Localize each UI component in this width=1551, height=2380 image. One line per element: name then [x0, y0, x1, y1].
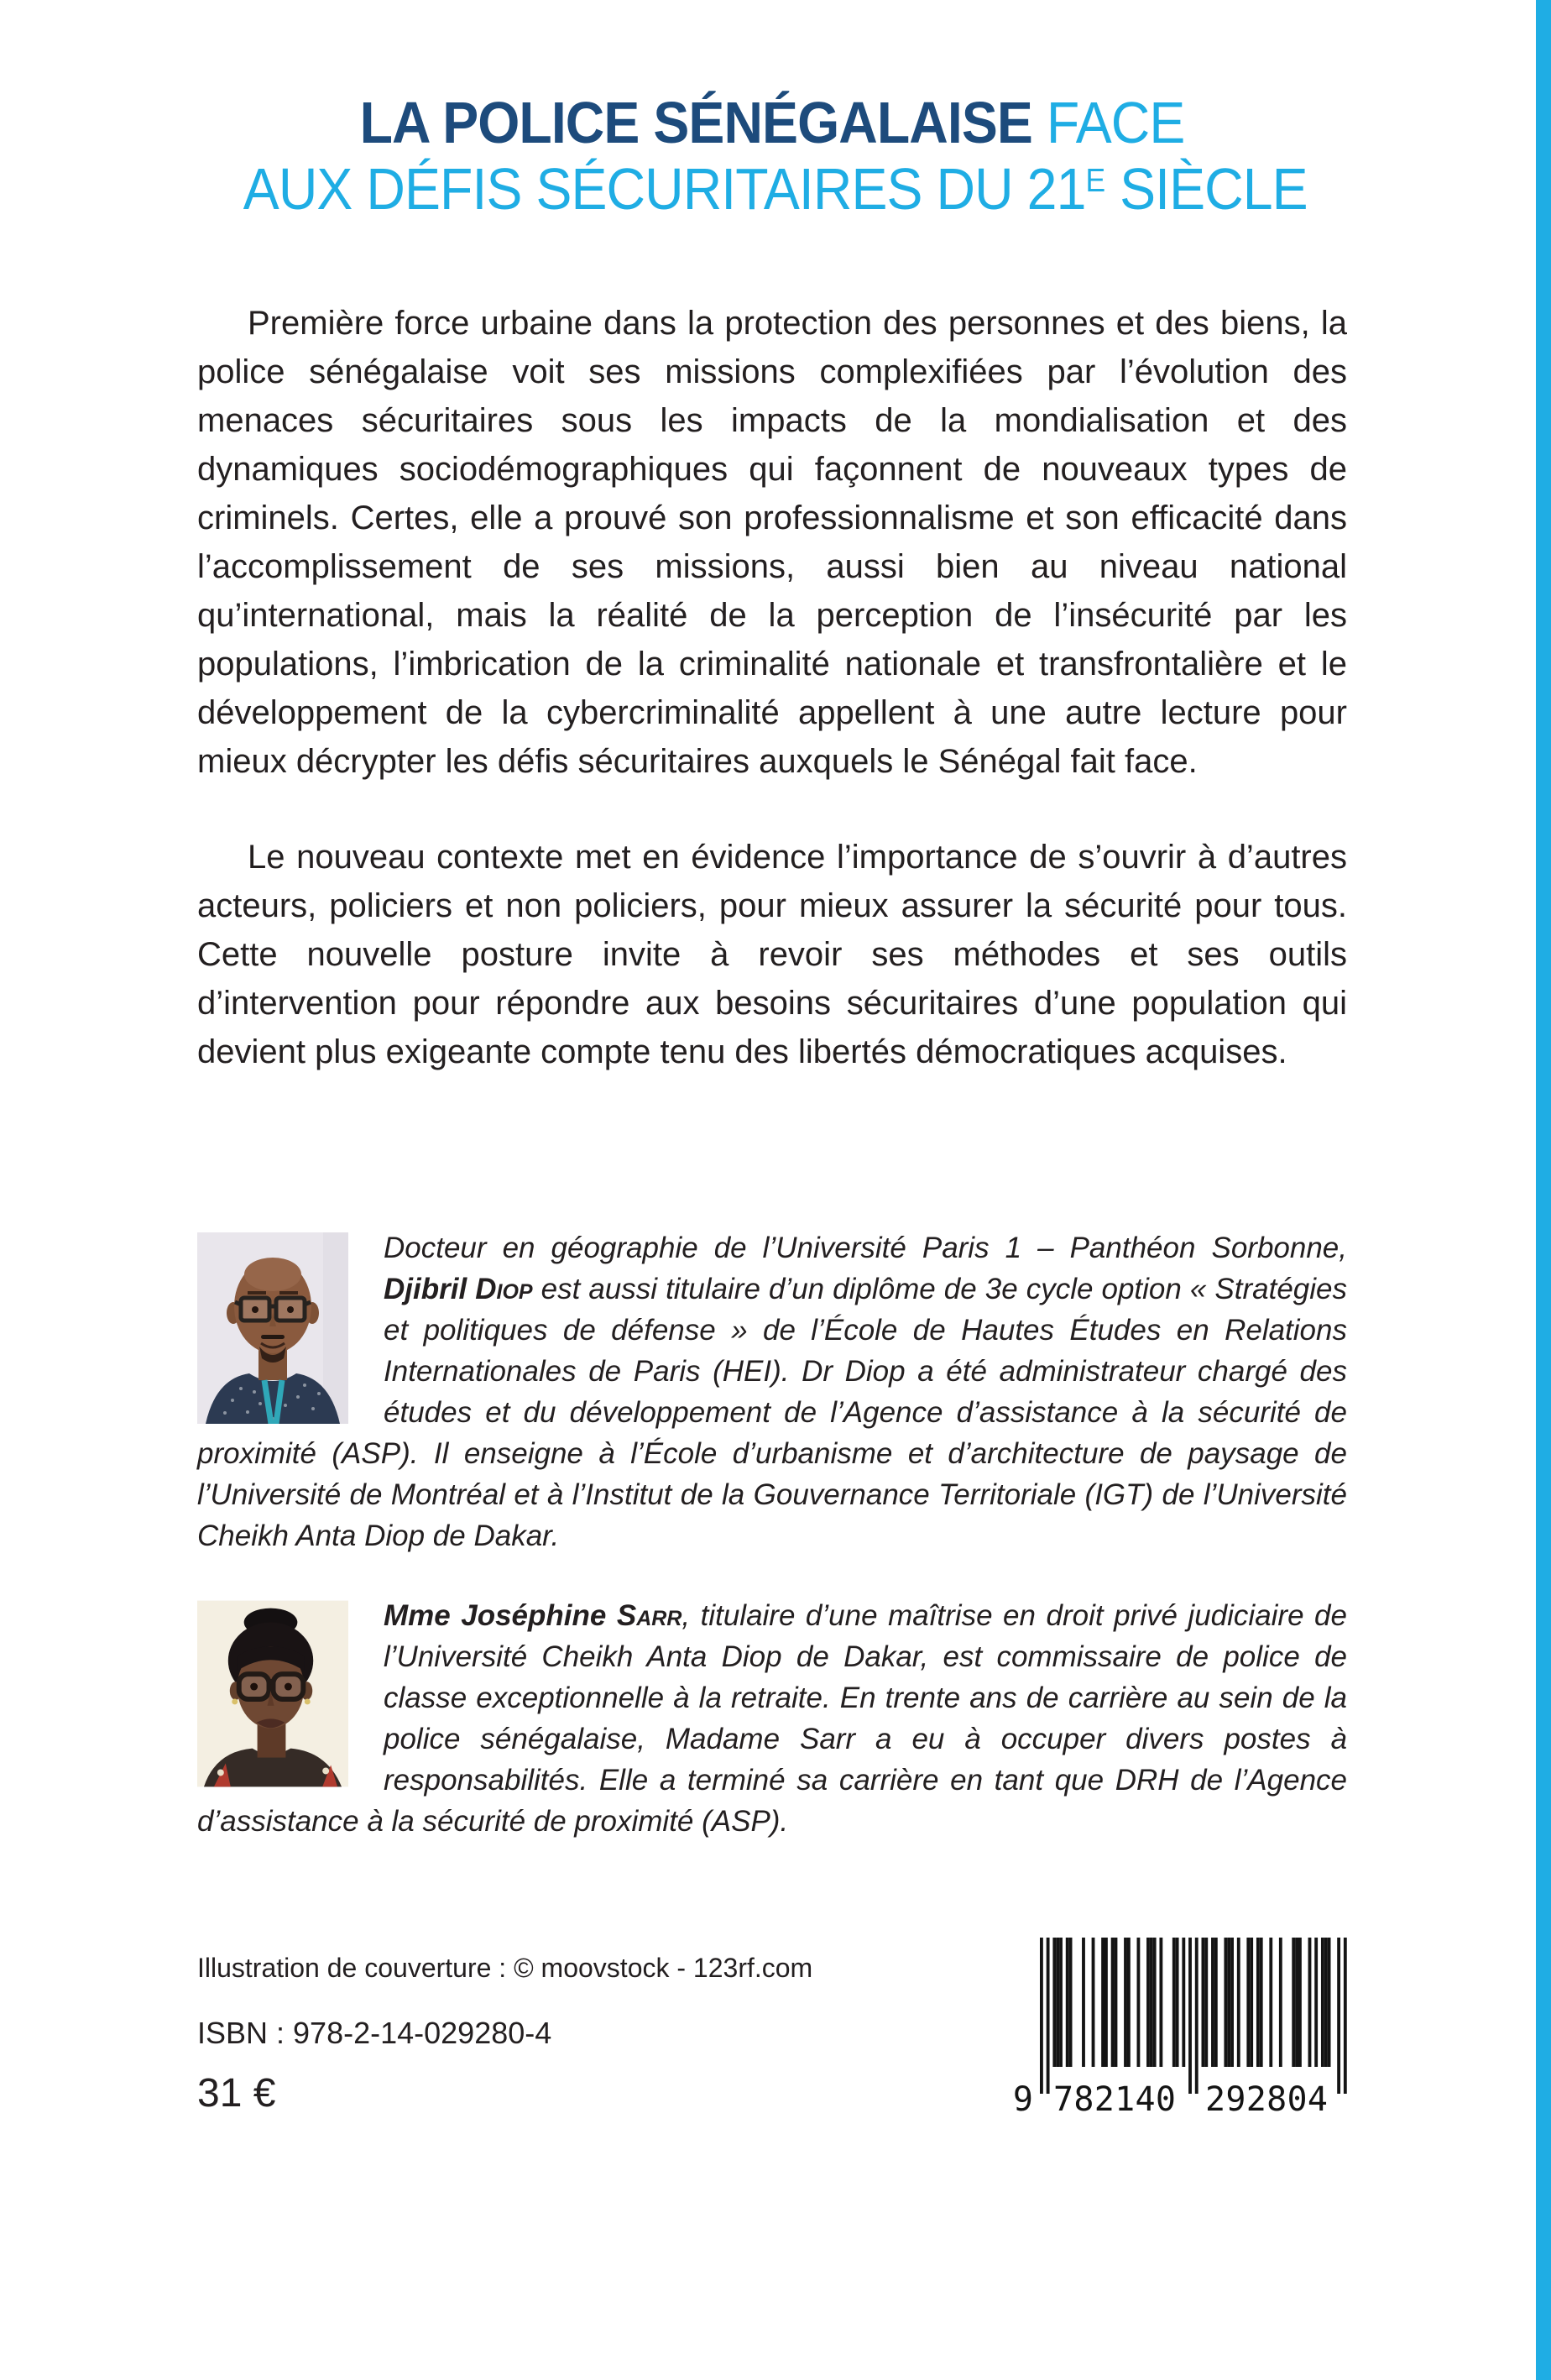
title-main: LA POLICE SÉNÉGALAISE	[359, 90, 1032, 155]
cyan-edge-stripe	[1536, 0, 1551, 2380]
synopsis-paragraph-2: Le nouveau contexte met en évidence l’importance de s’ouvrir à d’autres acteurs, policiers et non policiers, pour mieux assurer la sécurité pour tous. Cette nouvelle posture invite à revoir ses méthodes et ses outils d’intervention pour répondre aux besoins sécuritaires d’une population qui devient plus exigeante compte tenu des libertés démocratiques acquises.	[197, 839, 1347, 1071]
authors-section	[197, 1227, 1347, 1842]
author-bio-2	[197, 1595, 1347, 1842]
author-name-2: Mme Joséphine Sarr	[384, 1599, 682, 1633]
title-line-1	[243, 90, 1301, 155]
content-column	[197, 0, 1347, 2120]
author-name-1: Djibril Diop	[384, 1273, 533, 1306]
title-accent: FACE	[1031, 90, 1185, 155]
barcode-graphic	[1011, 1938, 1347, 2120]
man-portrait-illustration	[197, 1232, 348, 1424]
barcode-digits-group-1: 782140	[1053, 2080, 1176, 2120]
isbn-number: ISBN : 978-2-14-029280-4	[197, 2016, 552, 2051]
bio-1-text: Docteur en géographie de l’Université Paris 1 – Panthéon Sorbonne, Djibril Diop est aussi titulaire d’un diplôme de 3e cycle option « Stratégies et politiques de défense » de l’École de Hautes Études en Relations Internationales de Paris (HEI). Dr Diop a été administrateur chargé des études et du développement de l’Agence d’assistance à la sécurité de proximité (ASP). Il enseigne à l’École d’urbanisme et d’architecture de paysage de l’Université de Montréal et à l’Institut de la Gouvernance Territoriale (IGT) de l’Université Cheikh Anta Diop de Dakar.	[197, 1232, 1347, 1553]
woman-portrait-illustration	[197, 1600, 348, 1787]
author-bio-1	[197, 1227, 1347, 1556]
author-photo-2	[197, 1600, 348, 1787]
footer-section	[197, 1951, 1347, 2120]
title-line-2: AUX DÉFIS SÉCURITAIRES DU $21^E$ SIÈCLE	[243, 156, 1308, 222]
price: 31 €	[197, 2071, 276, 2116]
bio-2-text: Mme Joséphine Sarr, titulaire d’une maîtrise en droit privé judiciaire de l’Université Cheikh Anta Diop de Dakar, est commissaire de police de classe exceptionnelle à la retraite. En trente ans de carrière au sein de la police sénégalaise, Madame Sarr a eu à occuper divers postes à responsabilités. Elle a terminé sa carrière en tant que DRH de l’Agence d’assistance à la sécurité de proximité (ASP).	[197, 1599, 1347, 1839]
page-title	[243, 90, 1308, 222]
synopsis-paragraph-1: Première force urbaine dans la protection des personnes et des biens, la police sénégalaise voit ses missions complexifiées par l’évolution des menaces sécuritaires sous les impacts de la mondialisation et des dynamiques sociodémographiques qui façonnent de nouveaux types de criminels. Certes, elle a prouvé son professionnalisme et son efficacité dans l’accomplissement de ses missions, aussi bien au niveau national qu’international, mais la réalité de la perception de l’insécurité par les populations, l’imbrication de la criminalité nationale et transfrontalière et le développement de la cybercriminalité appellent à une autre lecture pour mieux décrypter les défis sécuritaires auxquels le Sénégal fait face.	[197, 305, 1347, 781]
barcode-bars	[1040, 1938, 1347, 2094]
author-photo-1	[197, 1232, 348, 1424]
title-superscript: E	[1085, 163, 1106, 199]
barcode-digit-left: 9	[1012, 2080, 1033, 2120]
ean-barcode	[1011, 1938, 1347, 2120]
illustration-credit: Illustration de couverture : © moovstock - 123rf.com	[197, 1953, 813, 1984]
barcode-digits-group-2: 292804	[1205, 2080, 1328, 2120]
